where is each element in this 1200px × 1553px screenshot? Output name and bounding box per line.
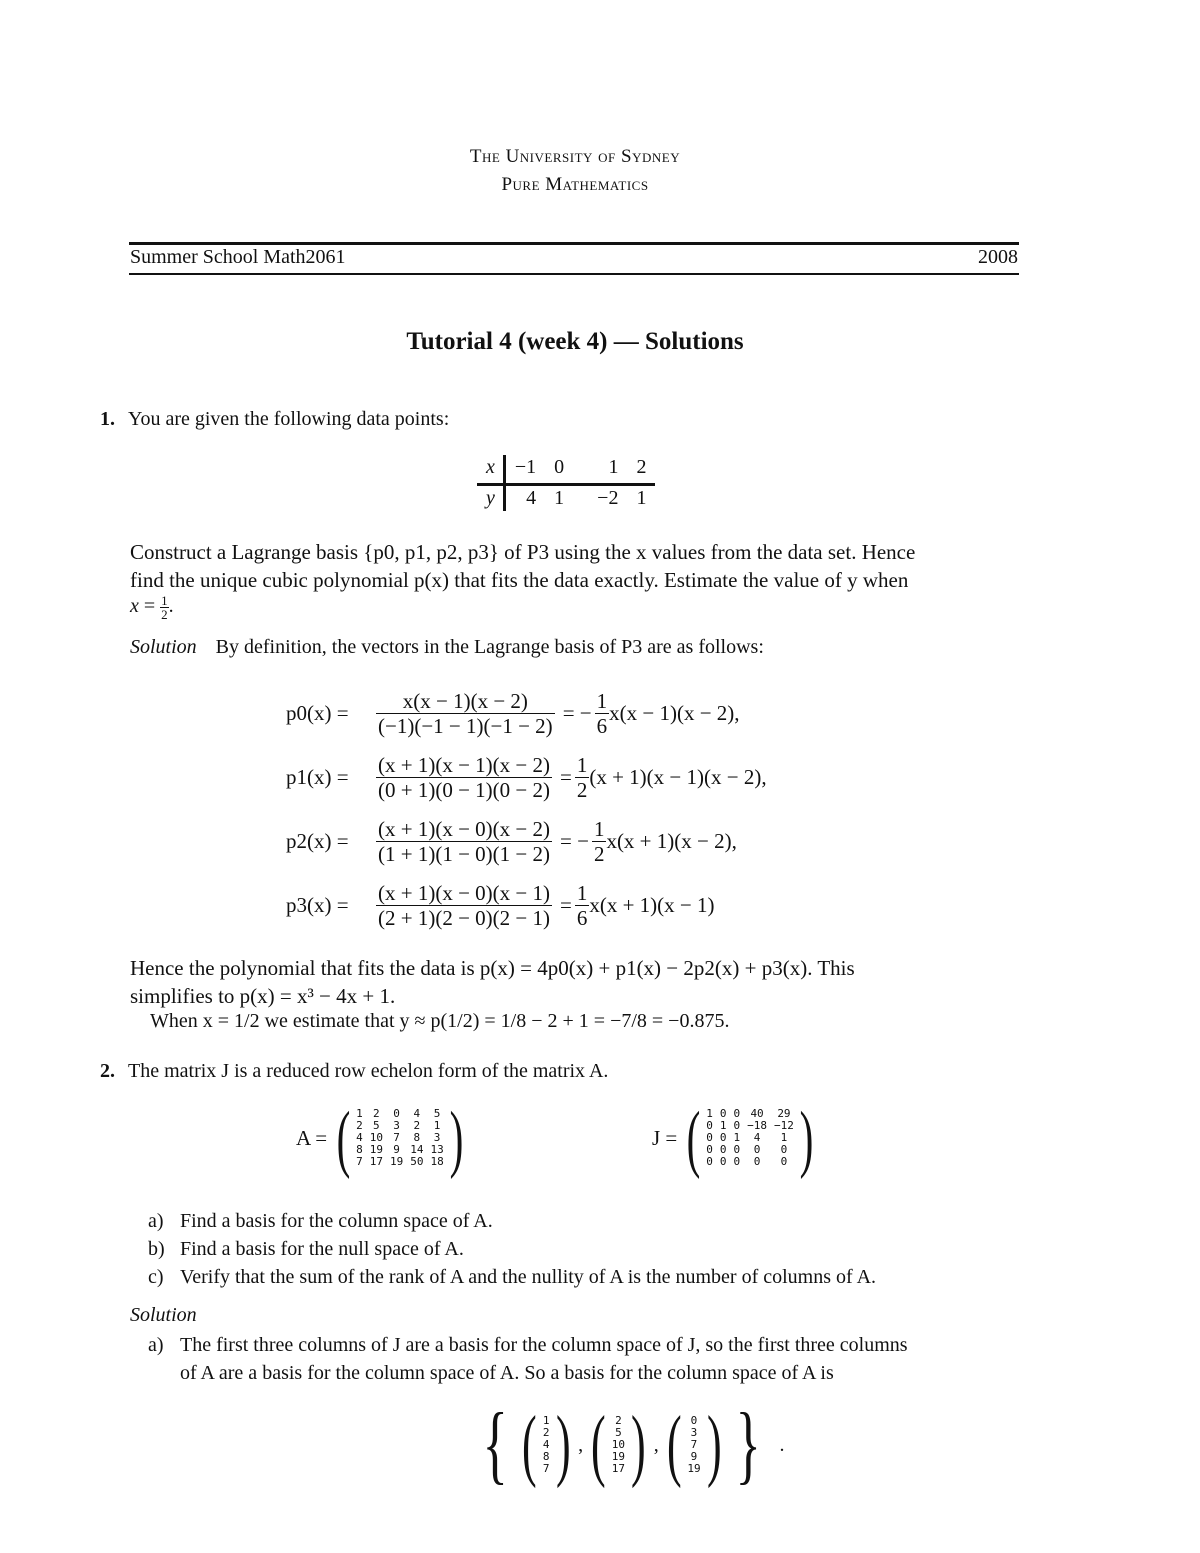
right-paren: ): [706, 1401, 722, 1489]
eq-rhs: x(x + 1)(x − 1): [589, 892, 715, 917]
matrix-entry: 5: [373, 1119, 380, 1132]
matrix-entry: 19: [369, 1143, 383, 1156]
eq-equals: =: [560, 764, 572, 789]
q1-solution-intro: [130, 636, 764, 659]
question-number: 1.: [100, 408, 115, 430]
matrix-j-block: [652, 1096, 819, 1180]
solution-a-line1: [148, 1334, 1020, 1357]
y-header: y: [477, 485, 504, 512]
matrix-entry: 4: [356, 1131, 363, 1144]
q2-solution-label: [130, 1304, 197, 1327]
matrix-entry: 3: [433, 1131, 441, 1144]
matrix-entry: 5: [433, 1107, 441, 1120]
matrix-entry: 8: [356, 1143, 363, 1156]
part-text: Verify that the sum of the rank of A and the nullity of A is the number of columns of A.: [180, 1266, 877, 1288]
eq-numerator: x(x − 1)(x − 2): [376, 689, 555, 714]
matrix-j: [706, 1108, 794, 1168]
left-brace: {: [482, 1396, 508, 1493]
matrix-j-label: J =: [652, 1125, 678, 1150]
matrix-entry: 0: [706, 1155, 713, 1168]
question-2: [100, 1060, 608, 1083]
matrix-entry: 7: [393, 1131, 400, 1144]
matrix-entry: 18: [430, 1155, 444, 1168]
y-cell: 4: [526, 487, 537, 509]
solution-label: Solution: [130, 636, 197, 658]
eq-main-fraction: [376, 689, 555, 738]
solution-text: The first three columns of J are a basis for the column space of J, so the first three columns: [180, 1334, 908, 1356]
vector-entry: 7: [542, 1462, 550, 1475]
matrix-entry: 0: [719, 1143, 727, 1156]
matrix-entry: 0: [733, 1107, 741, 1120]
matrix-entry: 0: [733, 1143, 741, 1156]
matrix-entry: 1: [433, 1119, 441, 1132]
part-text: Find a basis for the null space of A.: [180, 1238, 464, 1260]
right-paren: ): [799, 1096, 814, 1180]
part-a: [148, 1210, 493, 1233]
right-brace: }: [735, 1396, 762, 1493]
part-text: Find a basis for the column space of A.: [180, 1210, 493, 1232]
university-name: [0, 146, 1150, 168]
page-title: Tutorial 4 (week 4) — Solutions: [406, 328, 744, 355]
solution-text: By definition, the vectors in the Lagrange basis of P3 are as follows:: [215, 636, 764, 658]
course-year: 2008: [978, 246, 1018, 268]
question-1: [100, 408, 449, 431]
x-cell: −1: [504, 455, 545, 485]
part-c: [148, 1266, 876, 1289]
vector-entry: 1: [542, 1414, 550, 1427]
eq-denominator: (1 + 1)(1 − 0)(1 − 2): [378, 841, 550, 866]
matrix-entry: 0: [719, 1155, 727, 1168]
matrix-entry: 0: [706, 1143, 713, 1156]
matrix-entry: −12: [774, 1119, 794, 1132]
half-fraction: $\frac{1}{2}$: [161, 593, 168, 622]
left-paren: (: [522, 1401, 537, 1489]
vector-entry: 8: [542, 1450, 550, 1463]
equation-p1: [286, 746, 767, 808]
eq-numerator: (x + 1)(x − 1)(x − 2): [378, 752, 550, 777]
part-label: a): [148, 1210, 164, 1232]
matrix-entry: 0: [719, 1131, 727, 1144]
q1-task-line1: Construct a Lagrange basis {p0, p1, p2, p3} of P3 using the x values from the data set. Hence: [130, 540, 916, 564]
course-name: Summer School Math2061: [130, 246, 346, 268]
eq-equals: = −: [560, 828, 589, 853]
q1-task-line2: find the unique cubic polynomial p(x) that fits the data exactly. Estimate the value of y when: [130, 568, 909, 592]
q1-hence-line2: simplifies to p(x) = x³ − 4x + 1.: [130, 984, 396, 1008]
equation-p3: [286, 874, 715, 936]
part-label: b): [148, 1238, 165, 1260]
matrix-entry: 7: [356, 1155, 363, 1168]
vector-entry: 2: [615, 1414, 622, 1427]
matrix-entry: 1: [733, 1131, 741, 1144]
matrix-entry: 14: [410, 1143, 424, 1156]
matrix-entry: 1: [780, 1131, 788, 1144]
comma: ,: [578, 1433, 584, 1456]
eq-coefficient: $\frac{1}{6}$: [576, 880, 588, 930]
eq-main-fraction: [376, 753, 552, 802]
part-label: c): [148, 1266, 164, 1288]
matrix-entry: 2: [373, 1107, 380, 1120]
vector-entry: 17: [611, 1462, 626, 1475]
right-paren: ): [555, 1401, 571, 1489]
matrix-entry: 1: [356, 1107, 363, 1120]
matrix-entry: 10: [369, 1131, 383, 1144]
y-cell: 1: [636, 487, 647, 509]
left-paren: (: [666, 1401, 682, 1489]
eq-rhs: x(x + 1)(x − 2),: [606, 828, 737, 853]
x-cell: 1: [573, 455, 627, 485]
y-cell: 1: [554, 487, 565, 509]
eq-lhs: p1(x) =: [286, 764, 349, 789]
matrix-entry: 0: [393, 1107, 400, 1120]
eq-main-fraction: [376, 881, 552, 930]
question-intro: The matrix J is a reduced row echelon form of the matrix A.: [128, 1060, 609, 1082]
matrix-a: [356, 1108, 444, 1168]
equation-p0: [286, 682, 740, 744]
part-b: [148, 1238, 464, 1261]
matrix-entry: 4: [413, 1107, 421, 1120]
eq-main-fraction: [376, 817, 552, 866]
department-name: [0, 174, 1150, 196]
matrix-entry: 0: [753, 1143, 761, 1156]
matrix-entry: −18: [747, 1119, 767, 1132]
basis-vector: [687, 1415, 700, 1475]
matrix-entry: 0: [753, 1155, 761, 1168]
q1-when-line: When x = 1/2 we estimate that y ≈ p(1/2) = 1/8 − 2 + 1 = −7/8 = −0.875.: [150, 1010, 730, 1032]
matrix-entry: 0: [780, 1143, 788, 1156]
solution-a-line2: of A are a basis for the column space of A. So a basis for the column space of A is: [180, 1362, 834, 1384]
eq-equals: =: [560, 892, 572, 917]
matrix-entry: 29: [777, 1107, 791, 1120]
matrix-entry: 0: [733, 1119, 741, 1132]
vector-entry: 9: [690, 1450, 698, 1463]
eq-lhs: p0(x) =: [286, 700, 349, 725]
left-paren: (: [336, 1096, 351, 1180]
x-cell: 2: [627, 455, 655, 485]
bottom-rule: [129, 273, 1019, 275]
matrix-entry: 40: [750, 1107, 764, 1120]
matrix-entry: 2: [356, 1119, 363, 1132]
eq-equals: = −: [562, 700, 592, 725]
right-paren: ): [631, 1401, 646, 1489]
eq-coefficient: $\frac{1}{2}$: [576, 752, 588, 802]
eq-denominator: (2 + 1)(2 − 0)(2 − 1): [378, 905, 550, 930]
vector-entry: 10: [611, 1438, 626, 1451]
vector-entry: 0: [690, 1414, 698, 1427]
eq-lhs: p3(x) =: [286, 892, 349, 917]
matrix-entry: 2: [413, 1119, 421, 1132]
university-text: The University of Sydney: [469, 146, 681, 167]
matrix-entry: 0: [780, 1155, 788, 1168]
basis-vector: [543, 1415, 550, 1475]
q1-task-line3: x = $\frac{1}{2}$ .: [130, 593, 174, 622]
eq-rhs: (x + 1)(x − 1)(x − 2),: [589, 764, 767, 789]
eq-lhs: p2(x) =: [286, 828, 349, 853]
comma: ,: [653, 1433, 659, 1456]
right-paren: ): [449, 1096, 464, 1180]
matrix-entry: 0: [719, 1107, 727, 1120]
matrix-entry: 50: [410, 1155, 424, 1168]
vector-entry: 4: [542, 1438, 550, 1451]
x-header: x: [477, 455, 504, 485]
question-number: 2.: [100, 1060, 115, 1082]
matrix-entry: 1: [706, 1107, 713, 1120]
left-paren: (: [591, 1401, 606, 1489]
matrix-entry: 3: [393, 1119, 400, 1132]
matrix-a-label: A =: [296, 1125, 328, 1150]
matrix-entry: 13: [430, 1143, 444, 1156]
matrix-entry: 4: [753, 1131, 761, 1144]
matrix-entry: 0: [706, 1131, 713, 1144]
eq-numerator: (x + 1)(x − 0)(x − 1): [378, 880, 550, 905]
data-table: [477, 455, 655, 511]
question-intro: You are given the following data points:: [128, 408, 450, 430]
department-text: Pure Mathematics: [501, 174, 649, 195]
matrix-entry: 1: [719, 1119, 727, 1132]
eq-coefficient: $\frac{1}{2}$: [593, 816, 605, 866]
vector-entry: 2: [542, 1426, 550, 1439]
vector-entry: 19: [611, 1450, 626, 1463]
top-rule: [129, 242, 1019, 245]
part-label: a): [148, 1334, 164, 1356]
basis-set: [474, 1396, 785, 1493]
x-cell: 0: [545, 455, 573, 485]
eq-rhs: x(x − 1)(x − 2),: [609, 700, 740, 725]
matrix-entry: 19: [389, 1155, 404, 1168]
eq-denominator: (−1)(−1 − 1)(−1 − 2): [378, 713, 553, 738]
basis-vector: [612, 1415, 625, 1475]
matrix-entry: 8: [413, 1131, 421, 1144]
vector-entry: 3: [690, 1426, 698, 1439]
matrix-a-block: [296, 1096, 469, 1180]
period: .: [779, 1433, 785, 1456]
left-paren: (: [686, 1096, 701, 1180]
equation-p2: [286, 810, 737, 872]
vector-entry: 7: [690, 1438, 698, 1451]
eq-coefficient: $\frac{1}{6}$: [596, 688, 608, 738]
q1-hence-line1: Hence the polynomial that fits the data is p(x) = 4p0(x) + p1(x) − 2p2(x) + p3(x). This: [130, 956, 855, 980]
eq-denominator: (0 + 1)(0 − 1)(0 − 2): [378, 777, 550, 802]
matrix-entry: 0: [733, 1155, 741, 1168]
eq-numerator: (x + 1)(x − 0)(x − 2): [378, 816, 550, 841]
matrix-entry: 17: [369, 1155, 383, 1168]
vector-entry: 5: [615, 1426, 622, 1439]
vector-entry: 19: [687, 1462, 701, 1475]
matrix-entry: 9: [393, 1143, 400, 1156]
matrix-entry: 0: [706, 1119, 713, 1132]
solution-label: Solution: [130, 1304, 197, 1326]
y-cell: −2: [597, 487, 619, 509]
